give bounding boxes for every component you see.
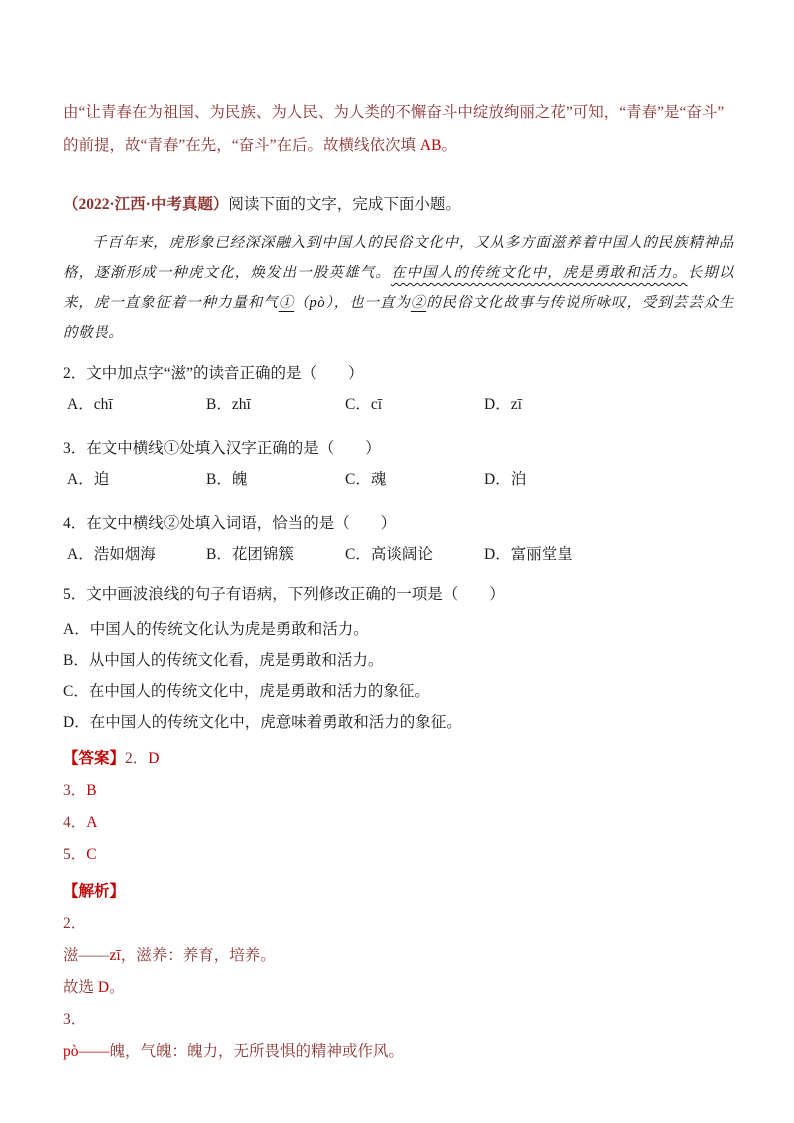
analysis-q2-char: 滋—— — [63, 947, 110, 964]
answer-q5-letter: C — [86, 846, 97, 863]
answer-q2-letter: D — [148, 750, 160, 767]
analysis-q2-number: 2． — [63, 915, 87, 932]
q3-option-c: C．魂 — [345, 471, 387, 488]
answer-q4-number: 4． — [63, 814, 87, 831]
analysis-q3-pinyin: pò—— — [63, 1043, 110, 1060]
question-2-stem — [63, 358, 734, 389]
q2-dotted-char-zi: 滋 • — [171, 365, 187, 382]
analysis-label: 【解析】 — [63, 883, 126, 900]
analysis-q2-pinyin: zī — [109, 947, 121, 964]
question-4-options — [63, 539, 734, 570]
section-instruction: 阅读下面的文字，完成下面小题。 — [228, 196, 461, 213]
q4-option-c: C．高谈阔论 — [345, 546, 433, 563]
q4-option-a: A．浩如烟海 — [67, 546, 156, 563]
q3-option-b: B．魄 — [206, 471, 248, 488]
question-5-options — [63, 614, 734, 738]
answers-block — [63, 743, 734, 871]
analysis-q2-explanation — [63, 940, 734, 972]
question-3-stem: 3．在文中横线①处填入汉字正确的是（ ） — [63, 440, 381, 457]
answers-label: 【答案】 — [63, 750, 126, 767]
q2-option-a: A．chī — [67, 396, 113, 413]
question-2-options — [63, 389, 734, 420]
reading-passage — [63, 228, 734, 348]
analysis-block — [63, 876, 734, 1068]
blank-1-circled-number: ① — [278, 295, 295, 311]
answer-line-q2 — [63, 743, 734, 775]
analysis-q2-conclusion — [63, 972, 734, 1004]
answer-q4-letter: A — [86, 814, 98, 831]
q2-option-c: C．cī — [345, 396, 383, 413]
question-4-stem: 4．在文中横线②处填入词语，恰当的是（ ） — [63, 515, 397, 532]
blank-2-circled-number: ② — [410, 295, 427, 311]
q2-stem-part2: ”的读音正确的是（ ） — [186, 365, 364, 382]
passage-run-5: 的民俗文化故事与传说所咏叹，受到芸芸众生的敬畏。 — [63, 295, 734, 341]
q4-option-d: D．富丽堂皇 — [484, 546, 573, 563]
wavy-underlined-sentence: 在中国人的传统文化中，虎是勇敢和活力。 — [390, 265, 688, 281]
q3-option-d: D．泊 — [484, 471, 527, 488]
q3-option-a: A．迫 — [67, 471, 110, 488]
intro-explanation-text: 由“让青春在为祖国、为民族、为人民、为人类的不懈奋斗中绽放绚丽之花”可知，“青春”是“奋斗”的前提，故“青春”在先，“奋斗”在后。故横线依次填 — [63, 104, 725, 154]
analysis-q2-choose-period: 。 — [109, 979, 125, 996]
analysis-q2-meaning: ，滋养：养育，培养。 — [120, 947, 276, 964]
analysis-q3-explanation — [63, 1036, 734, 1068]
q2-stem-part1: 2．文中加点字“ — [63, 365, 171, 382]
analysis-q2-choose-letter: D — [97, 979, 110, 996]
analysis-intro-paragraph — [63, 96, 734, 162]
intro-final-period: 。 — [441, 137, 457, 154]
analysis-q3-meaning: 魄，气魄：魄力，无所畏惧的精神或作风。 — [109, 1043, 405, 1060]
answer-q2-number: 2． — [125, 750, 149, 767]
intro-answer-letters: AB — [419, 137, 442, 154]
q5-option-b: B．从中国人的传统文化看，虎是勇敢和活力。 — [63, 652, 384, 669]
q2-option-b: B．zhī — [206, 396, 251, 413]
question-5-stem: 5．文中画波浪线的句子有语病，下列修改正确的一项是（ ） — [63, 586, 505, 603]
analysis-q3-number: 3． — [63, 1011, 87, 1028]
analysis-q2-choose-text: 故选 — [63, 979, 98, 996]
q2-option-d: D．zī — [484, 396, 522, 413]
q4-option-b: B．花团锦簇 — [206, 546, 294, 563]
q5-option-a: A．中国人的传统文化认为虎是勇敢和活力。 — [63, 621, 369, 638]
answer-q3-letter: B — [86, 782, 97, 799]
dotted-char-zi: 滋 • — [551, 235, 566, 251]
answer-line-q5 — [63, 839, 734, 871]
q5-option-d: D．在中国人的传统文化中，虎意味着勇敢和活力的象征。 — [63, 714, 462, 731]
passage-run-3: 长期以来，虎一直象征着一种力量和气 — [63, 265, 734, 311]
answer-q3-number: 3． — [63, 782, 87, 799]
q5-option-c: C．在中国人的传统文化中，虎是勇敢和活力的象征。 — [63, 683, 430, 700]
answer-q5-number: 5． — [63, 846, 87, 863]
question-3-options — [63, 464, 734, 495]
answer-line-q3 — [63, 775, 734, 807]
passage-run-1: 千百年来，虎形象已经深深融入到中国人的民俗文化中，又从多方面 — [92, 235, 551, 251]
passage-run-2: 养着中国人的民族精神品格，逐渐形成一种虎文化，焕发出一股英雄气。 — [63, 235, 734, 281]
exam-citation: （2022·江西·中考真题） — [63, 196, 229, 213]
answer-line-q4 — [63, 807, 734, 839]
section-header — [63, 189, 734, 220]
passage-run-4: （pò），也一直为 — [294, 295, 411, 311]
